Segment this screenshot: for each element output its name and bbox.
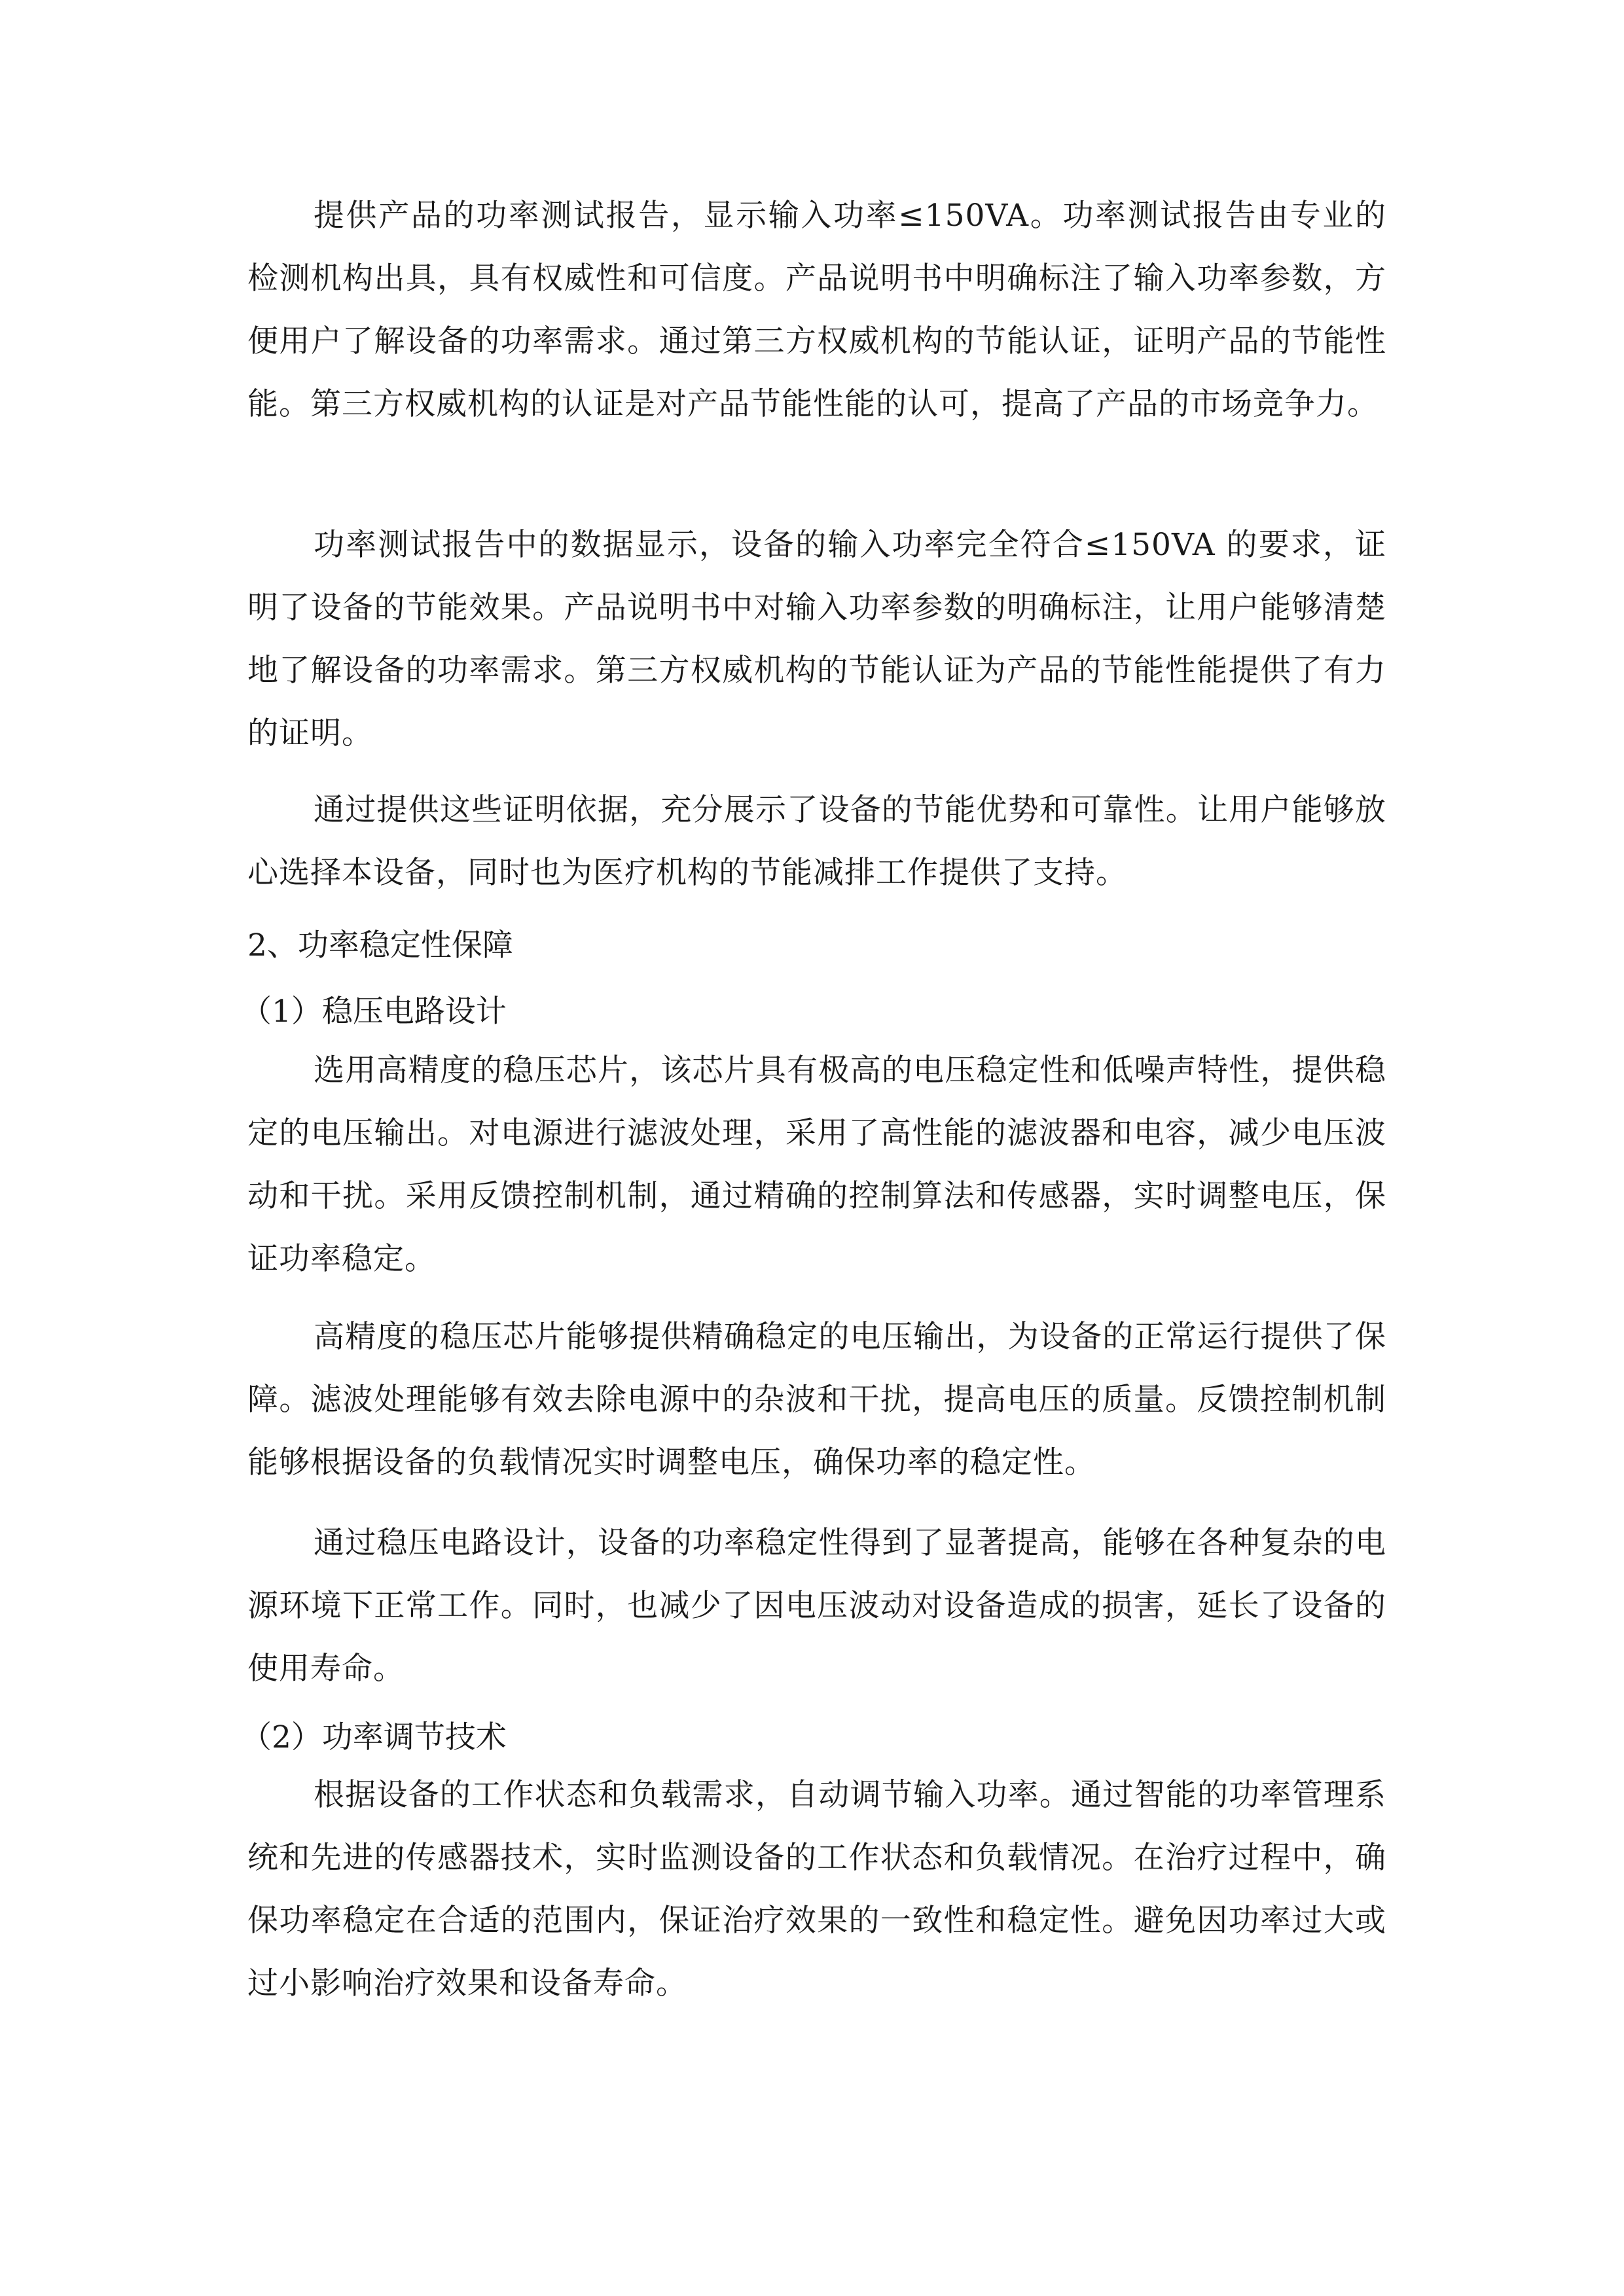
paragraph-regulator-benefits: 高精度的稳压芯片能够提供精确稳定的电压输出，为设备的正常运行提供了保障。滤波处理能够有效去除电源中的杂波和干扰，提高电压的质量。反馈控制机制能够根据设备的负载情况实时调整电压，确保功率的稳定性。 bbox=[247, 1319, 1386, 1480]
paragraph-power-data: 功率测试报告中的数据显示，设备的输入功率完全符合≤150VA 的要求，证明了设备的节能效果。产品说明书中对输入功率参数的明确标注，让用户能够清楚地了解设备的功率需求。第三方权威机构的节能认证为产品的节能性能提供了有力的证明。 bbox=[247, 527, 1386, 751]
subsection-1-title: （1）稳压电路设计 bbox=[241, 994, 507, 1030]
paragraph-evidence-summary: 通过提供这些证明依据，充分展示了设备的节能优势和可靠性。让用户能够放心选择本设备，同时也为医疗机构的节能减排工作提供了支持。 bbox=[247, 792, 1386, 891]
paragraph-power-test-report: 提供产品的功率测试报告，显示输入功率≤150VA。功率测试报告由专业的检测机构出具，具有权威性和可信度。产品说明书中明确标注了输入功率参数，方便用户了解设备的功率需求。通过第三方权威机构的节能认证，证明产品的节能性能。第三方权威机构的认证是对产品节能性能的认可，提高了产品的市场竞争力。 bbox=[247, 198, 1386, 422]
subsection-2-title: （2）功率调节技术 bbox=[241, 1719, 507, 1755]
paragraph-regulator-result: 通过稳压电路设计，设备的功率稳定性得到了显著提高，能够在各种复杂的电源环境下正常工作。同时，也减少了因电压波动对设备造成的损害，延长了设备的使用寿命。 bbox=[247, 1525, 1386, 1687]
paragraph-regulator-chip: 选用高精度的稳压芯片，该芯片具有极高的电压稳定性和低噪声特性，提供稳定的电压输出。对电源进行滤波处理，采用了高性能的滤波器和电容，减少电压波动和干扰。采用反馈控制机制，通过精确的控制算法和传感器，实时调整电压，保证功率稳定。 bbox=[247, 1052, 1386, 1277]
paragraph-power-adjustment: 根据设备的工作状态和负载需求，自动调节输入功率。通过智能的功率管理系统和先进的传感器技术，实时监测设备的工作状态和负载情况。在治疗过程中，确保功率稳定在合适的范围内，保证治疗效果的一致性和稳定性。避免因功率过大或过小影响治疗效果和设备寿命。 bbox=[247, 1777, 1386, 2001]
section-2-title: 2、功率稳定性保障 bbox=[247, 927, 513, 963]
